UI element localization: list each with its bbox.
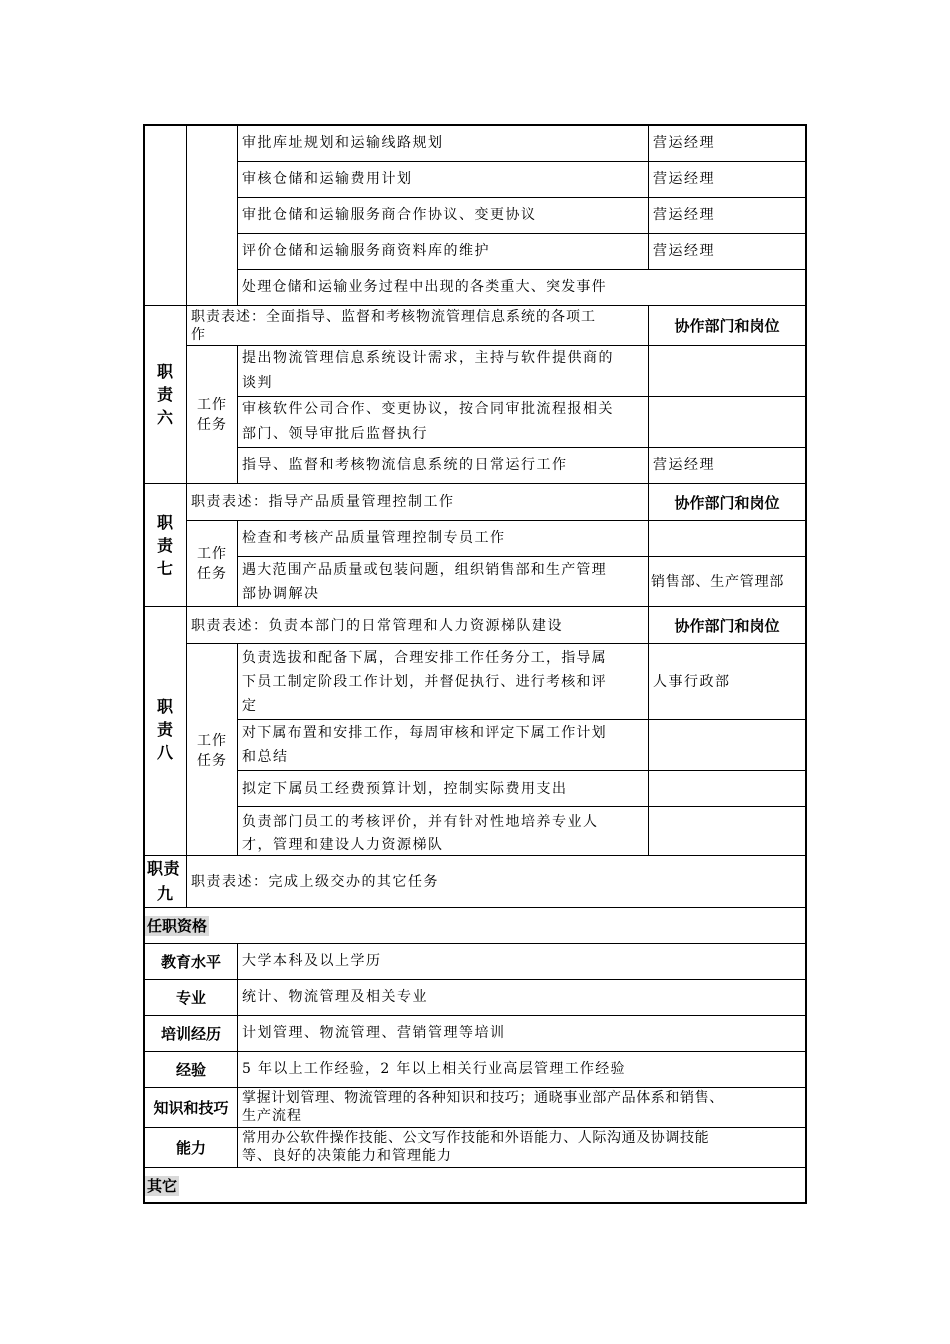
task-label: 工作任务 [197, 733, 227, 769]
dept-header: 协作部门和岗位 [674, 494, 780, 512]
table-border [143, 1167, 807, 1168]
task-text: 审批库址规划和运输线路规划 [242, 135, 444, 151]
task-dept: 销售部、生产管理部 [651, 574, 785, 590]
table-border [186, 855, 187, 907]
task-text: 负责部门员工的考核评价，并有针对性地培养专业人 [242, 814, 599, 830]
qualification-label: 专业 [175, 989, 206, 1007]
qualification-label: 培训经历 [160, 1025, 221, 1043]
table-border [805, 124, 807, 1204]
task-text: 下员工制定阶段工作计划，并督促执行、进行考核和评 [242, 674, 607, 690]
table-border [237, 643, 238, 855]
qualification-value: 常用办公软件操作技能、公文写作技能和外语能力、人际沟通及协调技能 [242, 1130, 710, 1146]
qualification-value: 计划管理、物流管理、营销管理等培训 [242, 1025, 506, 1041]
qualification-value: 大学本科及以上学历 [242, 953, 382, 969]
qualification-value: 5 年以上工作经验，2 年以上相关行业高层管理工作经验 [242, 1061, 626, 1077]
dept-header: 协作部门和岗位 [674, 317, 780, 335]
task-dept: 营运经理 [653, 457, 715, 473]
task-text: 指导、监督和考核物流信息系统的日常运行工作 [242, 457, 568, 473]
task-dept: 人事行政部 [653, 674, 731, 690]
duty-description: 职责表述：负责本部门的日常管理和人力资源梯队建设 [191, 618, 563, 634]
table-border [237, 269, 807, 270]
table-border [237, 520, 238, 606]
table-border [237, 719, 807, 720]
task-dept: 营运经理 [653, 171, 715, 187]
table-border [143, 305, 807, 306]
duty-label: 职责六 [156, 362, 173, 427]
qualification-value: 掌握计划管理、物流管理的各种知识和技巧；通晓事业部产品体系和销售、 [242, 1090, 724, 1106]
qualification-value: 等、良好的决策能力和管理能力 [242, 1148, 452, 1164]
task-text: 才，管理和建设人力资源梯队 [242, 837, 444, 853]
duty-description: 职责表述：完成上级交办的其它任务 [191, 874, 439, 890]
qualification-label: 知识和技巧 [153, 1099, 229, 1117]
task-text: 定 [242, 698, 258, 714]
task-text: 和总结 [242, 749, 289, 765]
task-text: 审核软件公司合作、变更协议，按合同审批流程报相关 [242, 401, 614, 417]
duty-description: 作 [191, 327, 206, 343]
task-text: 审核仓储和运输费用计划 [242, 171, 413, 187]
table-border [237, 197, 807, 198]
table-border [143, 1051, 807, 1052]
duty-label: 职责八 [156, 697, 173, 762]
table-border [237, 161, 807, 162]
table-border [186, 520, 807, 521]
table-border [237, 556, 807, 557]
task-text: 检查和考核产品质量管理控制专员工作 [242, 530, 506, 546]
table-border [237, 806, 807, 807]
task-text: 部门、领导审批后监督执行 [242, 426, 428, 442]
task-label: 工作任务 [197, 546, 227, 582]
table-border [237, 447, 807, 448]
task-dept: 营运经理 [653, 207, 715, 223]
table-border [237, 124, 238, 305]
dept-header: 协作部门和岗位 [674, 617, 780, 635]
table-border [237, 770, 807, 771]
table-border [237, 943, 238, 1168]
table-border [186, 643, 807, 644]
task-text: 负责选拔和配备下属，合理安排工作任务分工，指导属 [242, 650, 607, 666]
duty-label: 职责七 [156, 513, 173, 578]
duty-label: 九 [157, 884, 174, 903]
table-border [143, 124, 807, 126]
qualification-value: 统计、物流管理及相关专业 [242, 989, 428, 1005]
task-label: 工作任务 [197, 397, 227, 433]
task-text: 遇大范围产品质量或包装问题，组织销售部和生产管理 [242, 562, 607, 578]
task-text: 提出物流管理信息系统设计需求，主持与软件提供商的 [242, 350, 614, 366]
qualification-label: 教育水平 [160, 953, 221, 971]
table-border [143, 1202, 807, 1204]
duty-description: 职责表述：全面指导、监督和考核物流管理信息系统的各项工 [191, 309, 596, 325]
table-border [143, 907, 807, 908]
table-border [143, 1015, 807, 1016]
table-border [143, 943, 807, 944]
task-dept: 营运经理 [653, 135, 715, 151]
table-border [143, 1087, 807, 1088]
qualification-value: 生产流程 [242, 1108, 302, 1124]
table-border [143, 483, 807, 484]
task-text: 审批仓储和运输服务商合作协议、变更协议 [242, 207, 537, 223]
task-text: 评价仓储和运输服务商资料库的维护 [242, 243, 490, 259]
task-dept: 营运经理 [653, 243, 715, 259]
task-text: 处理仓储和运输业务过程中出现的各类重大、突发事件 [242, 279, 607, 295]
qualification-label: 经验 [175, 1061, 206, 1079]
duty-description: 职责表述：指导产品质量管理控制工作 [191, 494, 455, 510]
section-header: 其它 [147, 1177, 178, 1195]
task-text: 对下属布置和安排工作，每周审核和评定下属工作计划 [242, 725, 607, 741]
table-border [143, 606, 807, 607]
table-border [237, 345, 238, 483]
task-text: 拟定下属员工经费预算计划，控制实际费用支出 [242, 781, 568, 797]
qualification-label: 能力 [175, 1139, 206, 1157]
table-border [186, 124, 187, 855]
duty-label: 职责 [147, 859, 181, 878]
task-text: 部协调解决 [242, 586, 320, 602]
section-header: 任职资格 [147, 917, 208, 935]
table-border [237, 233, 807, 234]
table-border [143, 1127, 807, 1128]
table-border [143, 979, 807, 980]
task-text: 谈判 [242, 375, 273, 391]
